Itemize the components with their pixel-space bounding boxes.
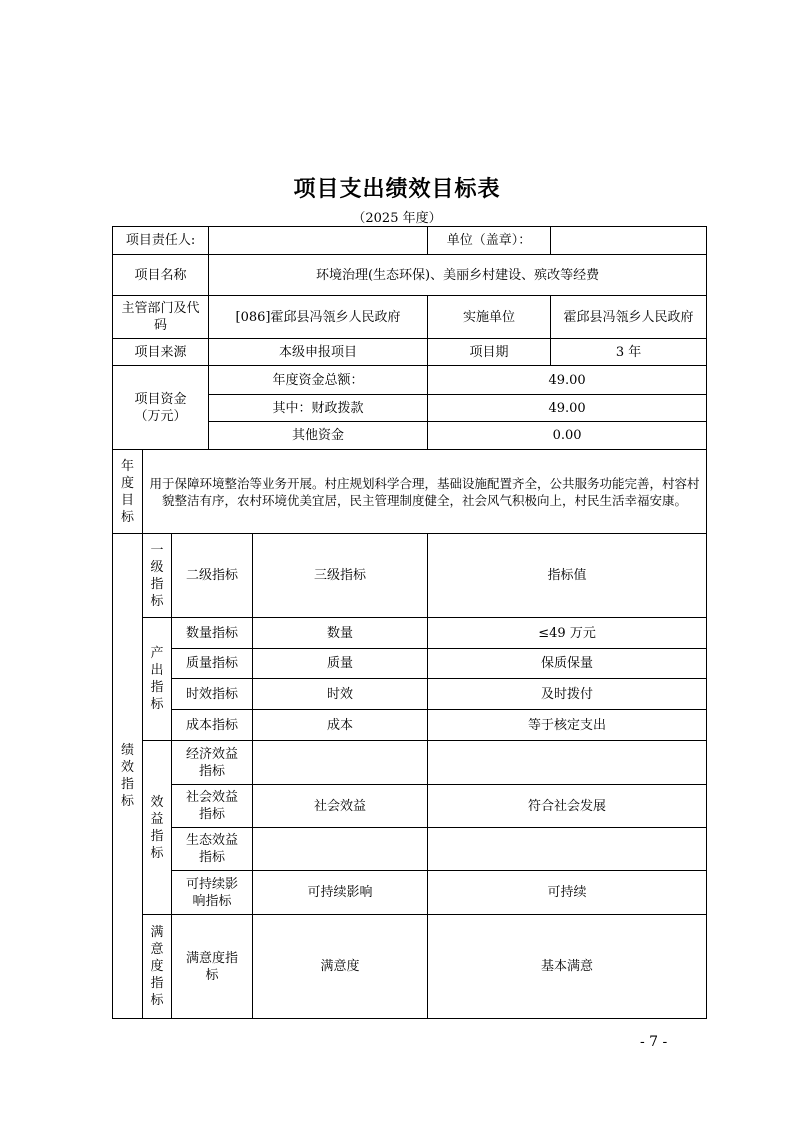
- indicator-header-row: [113, 534, 707, 618]
- output-level3: 时效: [253, 679, 428, 710]
- level2-header: 二级指标: [172, 534, 253, 618]
- benefit-level2-text: 社会效益指标: [186, 790, 239, 822]
- satisfaction-value: 基本满意: [428, 915, 707, 1019]
- benefit-level3: 社会效益: [253, 785, 428, 828]
- impl-value: 霍邱县冯瓴乡人民政府: [551, 296, 707, 339]
- satisfaction-level3: 满意度: [253, 915, 428, 1019]
- output-label: [143, 618, 172, 741]
- unit-value: [551, 227, 707, 255]
- dept-label: 主管部门及代码: [113, 296, 209, 339]
- output-value: ≤49 万元: [428, 618, 707, 649]
- year-subtitle: （2025 年度）: [352, 211, 442, 226]
- benefit-level2: [172, 828, 253, 871]
- impl-label: 实施单位: [428, 296, 551, 339]
- benefit-label-text: 效益指标: [150, 794, 164, 861]
- goal-row: [113, 450, 707, 534]
- benefit-value: [428, 828, 707, 871]
- table-row: [113, 741, 707, 785]
- table-row: [113, 785, 707, 828]
- funds-fiscal-label: 其中：财政拨款: [209, 395, 428, 422]
- goal-label-text: 年度目标: [120, 458, 134, 525]
- funds-fiscal-value: 49.00: [428, 395, 707, 422]
- page-title: 项目支出绩效目标表: [293, 177, 501, 202]
- table-row: [113, 871, 707, 915]
- source-value: 本级申报项目: [209, 339, 428, 366]
- output-label-text: 产出指标: [150, 646, 164, 712]
- source-label: 项目来源: [113, 339, 209, 366]
- output-level3: 成本: [253, 710, 428, 741]
- funds-total-row: [113, 366, 707, 395]
- project-name-value: 环境治理(生态环保)、美丽乡村建设、殡改等经费: [209, 255, 707, 296]
- level1-header: [143, 534, 172, 618]
- table-row: [113, 679, 707, 710]
- benefit-value: 符合社会发展: [428, 785, 707, 828]
- output-level3: 数量: [253, 618, 428, 649]
- goal-label: [113, 450, 143, 534]
- unit-label: 单位（盖章）：: [428, 227, 551, 255]
- period-label: 项目期: [428, 339, 551, 366]
- output-value: 等于核定支出: [428, 710, 707, 741]
- satisfaction-label-text: 满意度指标: [150, 925, 164, 1008]
- period-value: 3 年: [551, 339, 707, 366]
- output-level2: 数量指标: [172, 618, 253, 649]
- funds-other-label: 其他资金: [209, 422, 428, 450]
- funds-other-value: 0.00: [428, 422, 707, 450]
- benefit-level2-text: 生态效益指标: [186, 833, 239, 865]
- benefit-level3: [253, 828, 428, 871]
- level3-header: 三级指标: [253, 534, 428, 618]
- performance-label: [113, 534, 143, 1019]
- output-level2: 时效指标: [172, 679, 253, 710]
- benefit-value: 可持续: [428, 871, 707, 915]
- benefit-level3: [253, 741, 428, 785]
- satisfaction-level2: [172, 915, 253, 1019]
- table-row: [113, 710, 707, 741]
- table-row: [113, 915, 707, 1019]
- source-row: [113, 339, 707, 366]
- benefit-label: [143, 741, 172, 915]
- satisfaction-label: [143, 915, 172, 1019]
- output-value: 保质保量: [428, 649, 707, 679]
- performance-target-table: [112, 226, 707, 1019]
- funds-label: [113, 366, 209, 450]
- benefit-level2-text: 可持续影响指标: [186, 876, 239, 909]
- level1-header-text: 一级指标: [150, 542, 164, 609]
- responsible-label: 项目责任人:: [113, 227, 209, 255]
- output-level2: 成本指标: [172, 710, 253, 741]
- benefit-level2-text: 经济效益指标: [186, 746, 239, 779]
- dept-value: [086]霍邱县冯瓴乡人民政府: [209, 296, 428, 339]
- table-row: [113, 649, 707, 679]
- funds-total-value: 49.00: [428, 366, 707, 395]
- funds-total-label: 年度资金总额：: [209, 366, 428, 395]
- project-name-row: [113, 255, 707, 296]
- project-name-label: 项目名称: [113, 255, 209, 296]
- output-level3: 质量: [253, 649, 428, 679]
- output-value: 及时拨付: [428, 679, 707, 710]
- funds-label-text: 项目资金（万元）: [134, 391, 187, 424]
- output-level2: 质量指标: [172, 649, 253, 679]
- performance-label-text: 绩效指标: [120, 743, 134, 809]
- benefit-level2: [172, 785, 253, 828]
- table-row: [113, 618, 707, 649]
- benefit-value: [428, 741, 707, 785]
- benefit-level2: [172, 871, 253, 915]
- value-header: 指标值: [428, 534, 707, 618]
- responsible-value: [209, 227, 428, 255]
- benefit-level3: 可持续影响: [253, 871, 428, 915]
- satisfaction-level2-text: 满意度指标: [186, 950, 239, 983]
- goal-text: 用于保障环境整治等业务开展。村庄规划科学合理，基础设施配置齐全，公共服务功能完善，村容村貌整洁有序，农村环境优美宜居，民主管理制度健全，社会风气积极向上，村民生活幸福安康。: [143, 450, 707, 534]
- table-row: [113, 828, 707, 871]
- dept-row: [113, 296, 707, 339]
- page-number: - 7 -: [640, 1034, 668, 1050]
- benefit-level2: [172, 741, 253, 785]
- responsible-row: [113, 227, 707, 255]
